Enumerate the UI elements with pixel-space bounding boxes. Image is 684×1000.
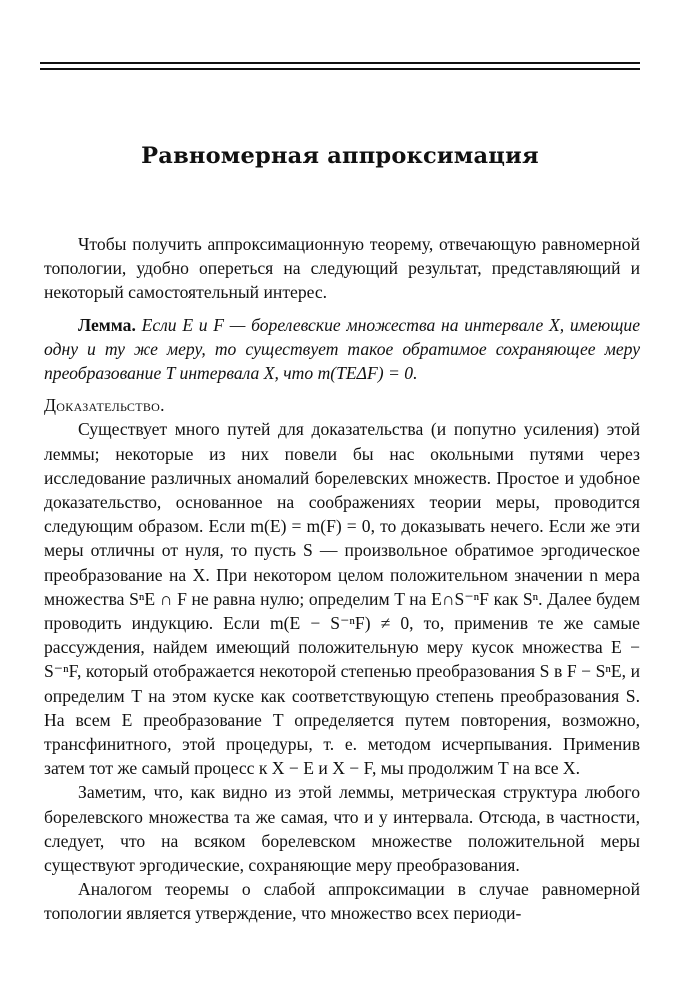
intro-paragraph: Чтобы получить аппроксимационную теорему, отвечающую равномерной топологии, удобно опереться на следующий результат, представляющий и некоторый самостоятельный интерес. xyxy=(44,234,640,303)
lemma-paragraph xyxy=(44,313,640,386)
remark-paragraph: Заметим, что, как видно из этой леммы, метрическая структура любого борелевского множества та же самая, что и у интервала. Отсюда, в частности, следует, что на всяком борелевском множестве положительной меры существуют эргодические, сохраняющие меру преобразования. xyxy=(44,782,640,876)
proof-label: Доказательство. xyxy=(44,395,165,416)
analog-paragraph: Аналогом теоремы о слабой аппроксимации в случае равномерной топологии является утверждение, что множество всех периоди- xyxy=(44,879,640,924)
header-rule-top xyxy=(40,62,640,64)
page-body xyxy=(44,232,640,926)
page-title: Равномерная аппроксимация xyxy=(141,143,539,169)
lemma-label: Лемма. xyxy=(78,314,136,335)
header-rule-bottom xyxy=(40,68,640,70)
proof-paragraph: Существует много путей для доказательства (и попутно усиления) этой леммы; некоторые из них повели бы нас окольными путями через исследование различных аномалий борелевских множеств. Простое и удобное доказательство, основанное на соображениях теории меры, проводится следующим образом. Если m(E) = m(F) = 0, то доказывать нечего. Если же эти меры отличны от нуля, то пусть S — произвольное обратимое эргодическое преобразование на X. При некотором целом положительном значении n мера множества SⁿE ∩ F не равна нулю; определим T на E∩S⁻ⁿF как Sⁿ. Далее будем проводить индукцию. Если m(E − S⁻ⁿF) ≠ 0, то, применив те же самые рассуждения, найдем имеющий положительную меру кусок множества E − S⁻ⁿF, который отображается некоторой степенью преобразования S в F − SⁿE, и определим T на этом куске как соответствующую степень преобразования S. На всем E преобразование T определяется путем повторения, возможно, трансфинитного, этой процедуры, т. е. методом исчерпывания. Применив затем тот же самый процесс к X − E и X − F, мы продолжим T на все X. xyxy=(44,419,640,779)
lemma-statement: Если E и F — борелевские множества на интервале X, имеющие одну и ту же меру, то существует такое обратимое сохраняющее меру преобразование T интервала X, что m(TEΔF) = 0. xyxy=(44,314,640,384)
header-rules xyxy=(40,62,640,70)
